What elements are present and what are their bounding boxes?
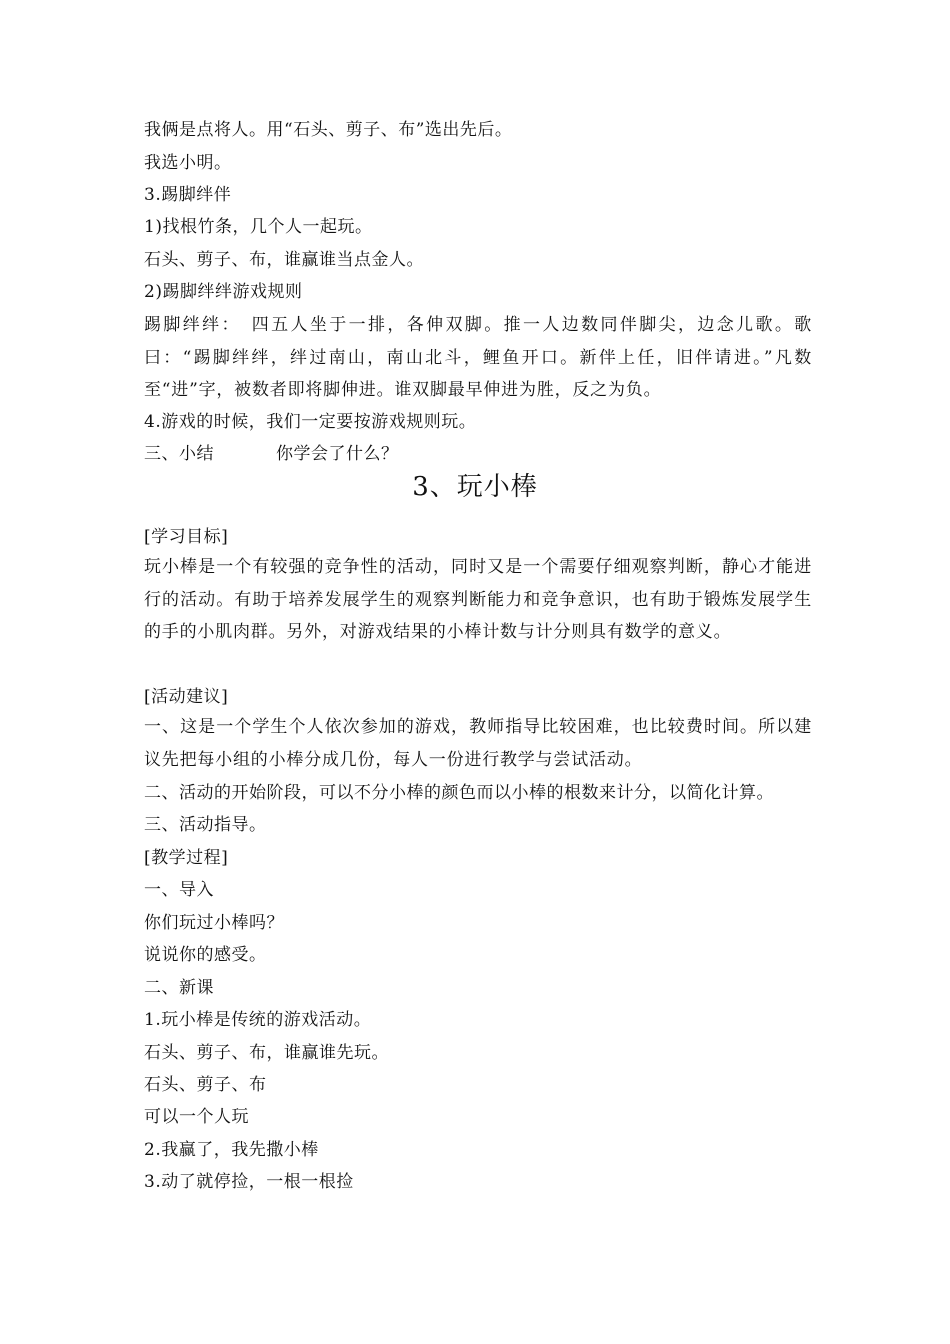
advice-header: [活动建议]: [144, 687, 229, 707]
advice-item-1: 一、这是一个学生个人依次参加的游戏，教师指导比较困难，也比较费时间。所以建议先把每小组的小棒分成几份，每人一份进行教学与尝试活动。: [144, 717, 812, 770]
goal-header: [学习目标]: [144, 527, 229, 547]
text-line: 我选小明。: [144, 153, 232, 173]
process-step: 石头、剪子、布，谁赢谁先玩。: [144, 1043, 389, 1063]
text-line: 4.游戏的时候，我们一定要按游戏规则玩。: [144, 412, 477, 432]
text-line: 1)找根竹条，几个人一起玩。: [144, 217, 373, 237]
summary-label: 三、小结: [144, 444, 214, 464]
process-step: 石头、剪子、布: [144, 1075, 267, 1095]
process-step: 3.动了就停捡，一根一根捡: [144, 1172, 354, 1192]
text-line: 2)踢脚绊绊游戏规则: [144, 282, 303, 302]
text-line: 石头、剪子、布，谁赢谁当点金人。: [144, 250, 424, 270]
goal-paragraph: 玩小棒是一个有较强的竞争性的活动，同时又是一个需要仔细观察判断，静心才能进行的活动。有助于培养发展学生的观察判断能力和竞争意识，也有助于锻炼发展学生的手的小肌肉群。另外，对游戏结果的小棒计数与计分则具有数学的意义。: [144, 557, 812, 642]
text-line: 我俩是点将人。用“石头、剪子、布”选出先后。: [144, 120, 513, 140]
process-step: 二、新课: [144, 978, 214, 998]
advice-item-3: 三、活动指导。: [144, 815, 267, 835]
process-step: 说说你的感受。: [144, 945, 267, 965]
advice-item-2: 二、活动的开始阶段，可以不分小棒的颜色而以小棒的根数来计分，以简化计算。: [144, 783, 774, 803]
process-step: 可以一个人玩: [144, 1107, 249, 1127]
process-step: 1.玩小棒是传统的游戏活动。: [144, 1010, 372, 1030]
process-step: 2.我赢了，我先撒小棒: [144, 1140, 319, 1160]
summary-line: [144, 443, 812, 465]
summary-question: 你学会了什么？: [276, 444, 399, 464]
lesson-title: 3、玩小棒: [412, 472, 538, 502]
process-step: 你们玩过小棒吗？: [144, 913, 284, 933]
rule-paragraph: 踢脚绊绊： 四五人坐于一排，各伸双脚。推一人边数同伴脚尖，边念儿歌。歌曰：“踢脚绊绊，绊过南山，南山北斗，鲤鱼开口。新伴上任，旧伴请进。”凡数至“进”字，被数者即将脚伸进。谁双脚最早伸进为胜，反之为负。: [144, 315, 812, 400]
process-header: [教学过程]: [144, 848, 229, 868]
section-heading: 3.踢脚绊伴: [144, 185, 232, 205]
process-step: 一、导入: [144, 880, 214, 900]
